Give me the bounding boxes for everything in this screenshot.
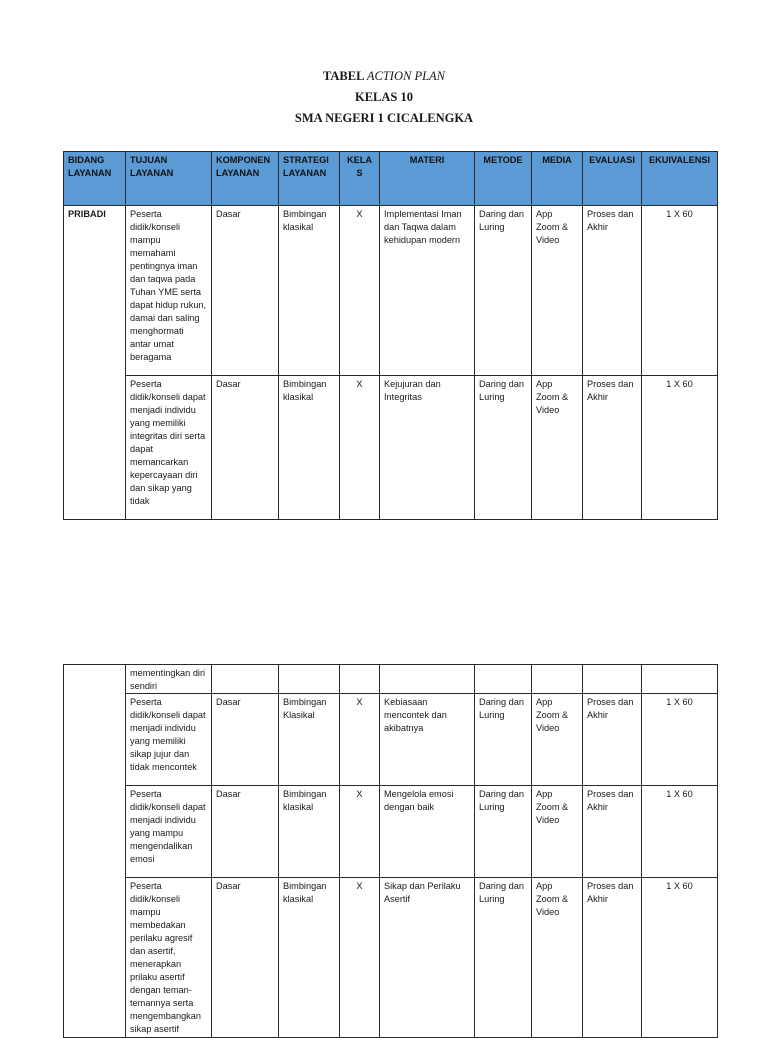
cell-empty bbox=[583, 665, 642, 694]
cell-komponen: Dasar bbox=[212, 206, 279, 376]
cell-tujuan: Peserta didik/konseli dapat menjadi individu yang mampu mengendalikan emosi bbox=[126, 786, 212, 878]
cell-materi: Kebiasaan mencontek dan akibatnya bbox=[380, 694, 475, 786]
cell-komponen: Dasar bbox=[212, 878, 279, 1038]
cell-strategi: Bimbingan klasikal bbox=[279, 376, 340, 520]
header-komponen: KOMPONEN LAYANAN bbox=[212, 152, 279, 206]
cell-materi: Kejujuran dan Integritas bbox=[380, 376, 475, 520]
cell-bidang-continued bbox=[64, 665, 126, 1038]
cell-ekuivalensi: 1 X 60 bbox=[642, 206, 718, 376]
cell-empty bbox=[642, 665, 718, 694]
cell-empty bbox=[340, 665, 380, 694]
title-line-3: SMA NEGERI 1 CICALENGKA bbox=[294, 111, 474, 125]
cell-metode: Daring dan Luring bbox=[475, 878, 532, 1038]
title-italic: ACTION PLAN bbox=[366, 69, 446, 83]
cell-materi: Mengelola emosi dengan baik bbox=[380, 786, 475, 878]
cell-tujuan: Peserta didik/konseli dapat menjadi individu yang memiliki integritas diri serta dapat memancarkan kepercayaan diri dan sikap yang tidak bbox=[126, 376, 212, 520]
cell-metode: Daring dan Luring bbox=[475, 206, 532, 376]
cell-evaluasi: Proses dan Akhir bbox=[583, 694, 642, 786]
header-materi: MATERI bbox=[380, 152, 475, 206]
title-prefix: TABEL bbox=[322, 69, 364, 83]
cell-tujuan: Peserta didik/konseli dapat menjadi individu yang memiliki sikap jujur dan tidak mencontek bbox=[126, 694, 212, 786]
cell-tujuan: Peserta didik/konseli mampu memahami pentingnya iman dan taqwa pada Tuhan YME serta dapat hidup rukun, damai dan saling menghormati antar umat beragama bbox=[126, 206, 212, 376]
cell-empty bbox=[532, 665, 583, 694]
cell-strategi: Bimbingan klasikal bbox=[279, 206, 340, 376]
cell-ekuivalensi: 1 X 60 bbox=[642, 878, 718, 1038]
action-plan-table-page-1 bbox=[63, 151, 718, 520]
cell-strategi: Bimbingan klasikal bbox=[279, 786, 340, 878]
cell-kelas: X bbox=[340, 694, 380, 786]
header-strategi: STRATEGI LAYANAN bbox=[279, 152, 340, 206]
header-metode: METODE bbox=[475, 152, 532, 206]
cell-ekuivalensi: 1 X 60 bbox=[642, 376, 718, 520]
header-evaluasi: EVALUASI bbox=[583, 152, 642, 206]
cell-metode: Daring dan Luring bbox=[475, 694, 532, 786]
cell-kelas: X bbox=[340, 376, 380, 520]
action-plan-table-page-2 bbox=[63, 664, 718, 1038]
table-row bbox=[64, 694, 718, 786]
header-tujuan: TUJUAN LAYANAN bbox=[126, 152, 212, 206]
cell-empty bbox=[380, 665, 475, 694]
cell-materi: Sikap dan Perilaku Asertif bbox=[380, 878, 475, 1038]
header-kelas: KELAS bbox=[340, 152, 380, 206]
table-row-continuation bbox=[64, 665, 718, 694]
cell-kelas: X bbox=[340, 878, 380, 1038]
cell-strategi: Bimbingan klasikal bbox=[279, 878, 340, 1038]
cell-materi: Implementasi Iman dan Taqwa dalam kehidupan modern bbox=[380, 206, 475, 376]
table-row bbox=[64, 376, 718, 520]
cell-media: App Zoom & Video bbox=[532, 786, 583, 878]
cell-media: App Zoom & Video bbox=[532, 694, 583, 786]
cell-kelas: X bbox=[340, 206, 380, 376]
header-ekuivalensi: EKUIVALENSI bbox=[642, 152, 718, 206]
table-row bbox=[64, 786, 718, 878]
cell-empty bbox=[475, 665, 532, 694]
cell-ekuivalensi: 1 X 60 bbox=[642, 694, 718, 786]
cell-bidang: PRIBADI bbox=[64, 206, 126, 376]
cell-metode: Daring dan Luring bbox=[475, 376, 532, 520]
cell-evaluasi: Proses dan Akhir bbox=[583, 376, 642, 520]
table-header-row bbox=[64, 152, 718, 206]
cell-evaluasi: Proses dan Akhir bbox=[583, 206, 642, 376]
cell-media: App Zoom & Video bbox=[532, 376, 583, 520]
table-row bbox=[64, 206, 718, 376]
header-media: MEDIA bbox=[532, 152, 583, 206]
cell-tujuan-continued: mementingkan diri sendiri bbox=[126, 665, 212, 694]
cell-empty bbox=[279, 665, 340, 694]
cell-evaluasi: Proses dan Akhir bbox=[583, 878, 642, 1038]
cell-kelas: X bbox=[340, 786, 380, 878]
cell-tujuan: Peserta didik/konseli mampu membedakan perilaku agresif dan asertif, menerapkan prilaku asertif dengan teman-temannya serta mengembangkan sikap asertif bbox=[126, 878, 212, 1038]
cell-media: App Zoom & Video bbox=[532, 878, 583, 1038]
cell-bidang bbox=[64, 376, 126, 520]
table-row bbox=[64, 878, 718, 1038]
cell-evaluasi: Proses dan Akhir bbox=[583, 786, 642, 878]
cell-komponen: Dasar bbox=[212, 786, 279, 878]
cell-ekuivalensi: 1 X 60 bbox=[642, 786, 718, 878]
cell-komponen: Dasar bbox=[212, 694, 279, 786]
cell-strategi: Bimbingan Klasikal bbox=[279, 694, 340, 786]
cell-komponen: Dasar bbox=[212, 376, 279, 520]
cell-media: App Zoom & Video bbox=[532, 206, 583, 376]
cell-metode: Daring dan Luring bbox=[475, 786, 532, 878]
title-line-2: KELAS 10 bbox=[354, 90, 413, 104]
header-bidang: BIDANG LAYANAN bbox=[64, 152, 126, 206]
cell-empty bbox=[212, 665, 279, 694]
